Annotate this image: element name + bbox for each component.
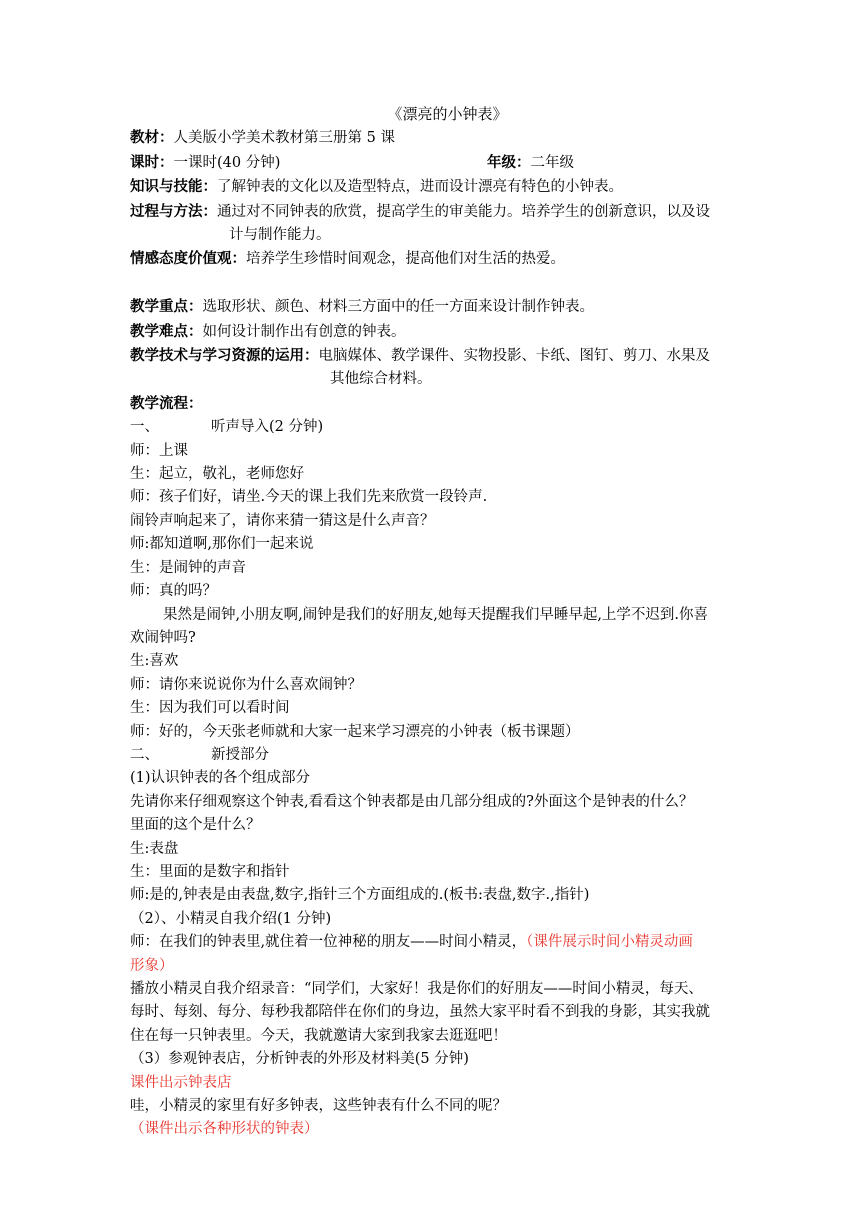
subsection-heading: （2）、小精灵自我介绍(1 分钟) bbox=[130, 910, 332, 927]
key-point-label: 教学重点： bbox=[130, 298, 203, 316]
textbook-value: 人美版小学美术教材第三册第 5 课 bbox=[173, 130, 395, 147]
courseware-note-continued: 形象） bbox=[130, 957, 174, 974]
dialogue-line-continued: 里面的这个是什么？ bbox=[130, 817, 261, 834]
resources-line-continued: 其他综合材料。 bbox=[330, 371, 432, 388]
dialogue-line: 师:是的,钟表是由表盘,数字,指针三个方面组成的.(板书:表盘,数字.,指针) bbox=[130, 887, 590, 904]
courseware-note: 课件出示钟表店 bbox=[130, 1074, 232, 1091]
dialogue-text: 师：在我们的钟表里,就住着一位神秘的朋友——时间小精灵， bbox=[130, 934, 527, 951]
spacer bbox=[130, 272, 735, 295]
difficulty-line bbox=[130, 320, 735, 344]
difficulty-value: 如何设计制作出有创意的钟表。 bbox=[202, 323, 406, 340]
dialogue-line: 生:喜欢 bbox=[130, 653, 179, 670]
process-line-continued: 计与制作能力。 bbox=[229, 227, 331, 244]
dialogue-line: 师：请你来说说你为什么喜欢闹钟？ bbox=[130, 676, 362, 693]
dialogue-line: 生：里面的是数字和指针 bbox=[130, 863, 290, 880]
dialogue-line bbox=[130, 931, 735, 954]
section-one-heading bbox=[130, 416, 735, 439]
dialogue-line: 播放小精灵自我介绍录音：“同学们，大家好！我是你们的好朋友——时间小精灵，每天、 bbox=[130, 981, 703, 998]
dialogue-line: 生：因为我们可以看时间 bbox=[130, 700, 290, 717]
key-point-value: 选取形状、颜色、材料三方面中的任一方面来设计制作钟表。 bbox=[202, 299, 594, 316]
section-two-heading bbox=[130, 744, 735, 767]
dialogue-line: 师：真的吗？ bbox=[130, 583, 217, 600]
courseware-note: （课件展示时间小精灵动画 bbox=[526, 934, 693, 951]
knowledge-value: 了解钟表的文化以及造型特点，进而设计漂亮有特色的小钟表。 bbox=[217, 179, 623, 196]
dialogue-line-continued: 住在每一只钟表里。今天，我就邀请大家到我家去逛逛吧！ bbox=[130, 1027, 507, 1044]
knowledge-label: 知识与技能： bbox=[130, 178, 217, 196]
textbook-line bbox=[130, 126, 735, 150]
dialogue-line: 师:都知道啊,那你们一起来说 bbox=[130, 536, 314, 553]
dialogue-line: 果然是闹钟,小朋友啊,闹钟是我们的好朋友,她每天提醒我们早睡早起,上学不迟到.你喜 bbox=[163, 606, 709, 623]
key-point-line bbox=[130, 295, 735, 319]
emotion-line bbox=[130, 247, 735, 271]
section-two-title: 新授部分 bbox=[211, 746, 269, 763]
dialogue-line: 闹铃声响起来了，请你来猜一猜这是什么声音？ bbox=[130, 512, 435, 529]
section-two-number: 二、 bbox=[130, 746, 159, 763]
dialogue-line-continued: 欢闹钟吗? bbox=[130, 629, 196, 646]
dialogue-line: 师：孩子们好，请坐.今天的课上我们先来欣赏一段铃声. bbox=[130, 489, 488, 506]
process-value-1: 通过对不同钟表的欣赏，提高学生的审美能力。培养学生的创新意识，以及设 bbox=[217, 203, 710, 220]
flow-label: 教学流程： bbox=[130, 394, 203, 412]
subsection-heading: (1)认识钟表的各个组成部分 bbox=[130, 770, 311, 787]
grade-value: 二年级 bbox=[530, 154, 574, 171]
dialogue-line-continued: 每时、每刻、每分、每秒我都陪伴在你们的身边，虽然大家平时看不到我的身影，其实我就 bbox=[130, 1004, 710, 1021]
emotion-value: 培养学生珍惜时间观念，提高他们对生活的热爱。 bbox=[246, 251, 565, 268]
section-one-number: 一、 bbox=[130, 419, 159, 436]
dialogue-line: 师：上课 bbox=[130, 442, 188, 459]
knowledge-line bbox=[130, 175, 735, 199]
resources-line bbox=[130, 344, 735, 368]
dialogue-line: 哇，小精灵的家里有好多钟表，这些钟表有什么不同的呢？ bbox=[130, 1098, 507, 1115]
dialogue-line: 生：是闹钟的声音 bbox=[130, 559, 246, 576]
flow-heading bbox=[130, 392, 735, 416]
period-label: 课时： bbox=[130, 153, 174, 171]
grade-label: 年级： bbox=[487, 153, 531, 171]
difficulty-label: 教学难点： bbox=[130, 322, 203, 340]
dialogue-line: 师：好的，今天张老师就和大家一起来学习漂亮的小钟表（板书课题） bbox=[130, 723, 580, 740]
textbook-label: 教材： bbox=[130, 129, 174, 147]
document-title: 《漂亮的小钟表》 bbox=[387, 105, 508, 123]
process-label: 过程与方法： bbox=[130, 202, 217, 220]
resources-value-1: 电脑媒体、教学课件、实物投影、卡纸、图钉、剪刀、水果及 bbox=[318, 348, 710, 365]
dialogue-line: 生：起立，敬礼，老师您好 bbox=[130, 466, 304, 483]
period-value: 一课时(40 分钟) bbox=[173, 154, 281, 171]
emotion-label: 情感态度价值观： bbox=[130, 250, 246, 268]
section-one-title: 听声导入(2 分钟) bbox=[211, 419, 324, 436]
grade-group bbox=[487, 151, 574, 175]
period-grade-line bbox=[130, 151, 735, 175]
process-line bbox=[130, 200, 735, 224]
courseware-note: （课件出示各种形状的钟表） bbox=[130, 1121, 319, 1138]
subsection-heading: （3）参观钟表店，分析钟表的外形及材料美(5 分钟) bbox=[130, 1051, 469, 1068]
dialogue-line: 先请你来仔细观察这个钟表,看看这个钟表都是由几部分组成的?外面这个是钟表的什么？ bbox=[130, 793, 694, 810]
lesson-plan-document bbox=[130, 103, 735, 1142]
dialogue-line: 生:表盘 bbox=[130, 840, 179, 857]
resources-label: 教学技术与学习资源的运用： bbox=[130, 347, 319, 365]
